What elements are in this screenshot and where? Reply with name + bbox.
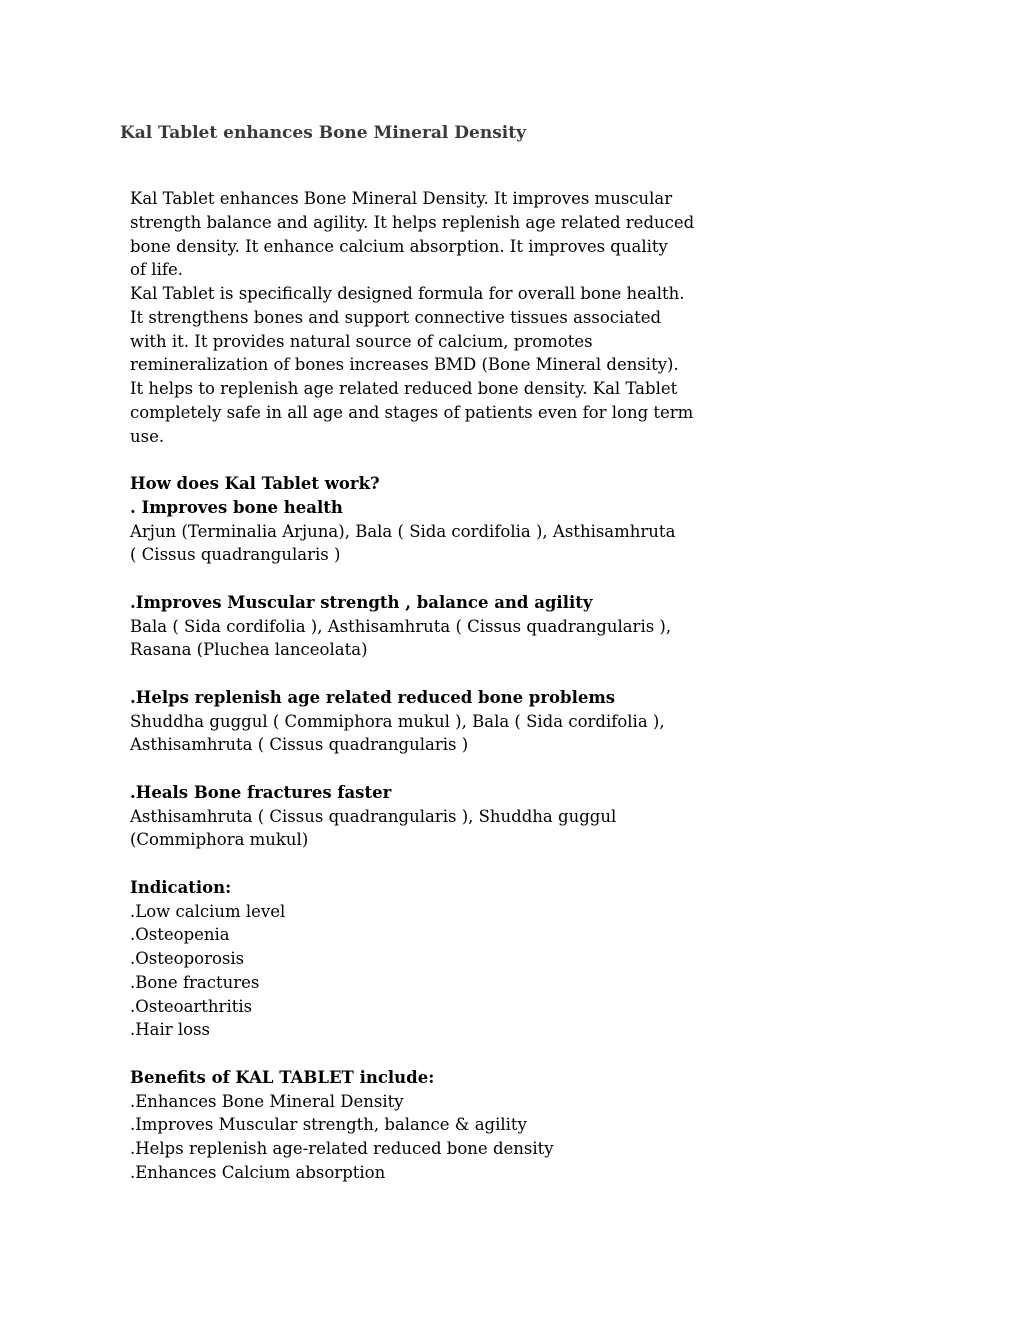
subsection-heading: .Improves Muscular strength , balance and agility [130, 592, 593, 612]
benefit-item: .Improves Muscular strength, balance & agility [130, 1115, 527, 1135]
intro-line: of life. [130, 260, 183, 280]
spacer [130, 852, 710, 876]
intro-line: use. [130, 426, 165, 446]
indication-section [130, 876, 710, 1042]
ingredient-line: Arjun (Terminalia Arjuna), Bala ( Sida cordifolia ), Asthisamhruta [130, 521, 676, 541]
ingredient-line: (Commiphora mukul) [130, 830, 309, 850]
benefit-item: .Enhances Bone Mineral Density [130, 1091, 404, 1111]
ingredient-line: ( Cissus quadrangularis ) [130, 545, 341, 565]
intro-line: with it. It provides natural source of calcium, promotes [130, 331, 593, 351]
benefits-section [130, 1066, 710, 1185]
intro-line: strength balance and agility. It helps replenish age related reduced [130, 212, 695, 232]
spacer [130, 662, 710, 686]
intro-line: bone density. It enhance calcium absorption. It improves quality [130, 236, 668, 256]
spacer [130, 757, 710, 781]
intro-line: completely safe in all age and stages of patients even for long term [130, 402, 694, 422]
intro-line: It strengthens bones and support connective tissues associated [130, 307, 662, 327]
how-it-works-heading: How does Kal Tablet work? [130, 474, 380, 493]
intro-line: Kal Tablet is specifically designed formula for overall bone health. [130, 284, 685, 303]
benefit-item: .Enhances Calcium absorption [130, 1162, 386, 1182]
document-title: Kal Tablet enhances Bone Mineral Density [120, 123, 526, 143]
ingredient-line: Asthisamhruta ( Cissus quadrangularis ), Shuddha guggul [130, 806, 617, 826]
subsection-heading: .Heals Bone fractures faster [130, 782, 392, 802]
ingredient-line: Asthisamhruta ( Cissus quadrangularis ) [130, 735, 469, 755]
intro-line: It helps to replenish age related reduced bone density. Kal Tablet [130, 379, 678, 398]
indication-item: .Bone fractures [130, 972, 260, 992]
indication-item: .Low calcium level [130, 901, 286, 921]
intro-line: Kal Tablet enhances Bone Mineral Density. It improves muscular [130, 189, 673, 208]
benefit-item: .Helps replenish age-related reduced bone density [130, 1139, 554, 1158]
ingredient-line: Rasana (Pluchea lanceolata) [130, 640, 368, 660]
how-it-works-section [130, 472, 710, 852]
ingredient-line: Shuddha guggul ( Commiphora mukul ), Bala ( Sida cordifolia ), [130, 711, 665, 731]
benefits-heading: Benefits of KAL TABLET include: [130, 1067, 435, 1087]
spacer [130, 567, 710, 591]
ingredient-line: Bala ( Sida cordifolia ), Asthisamhruta ( Cissus quadrangularis ), [130, 616, 672, 636]
spacer [130, 448, 710, 472]
intro-paragraph [130, 187, 710, 448]
indication-item: .Osteopenia [130, 925, 230, 945]
indication-item: .Osteoporosis [130, 949, 245, 968]
spacer [130, 1042, 710, 1066]
document-body [130, 187, 710, 1185]
subsection-heading: . Improves bone health [130, 497, 343, 517]
indication-item: .Osteoarthritis [130, 996, 253, 1016]
intro-line: remineralization of bones increases BMD (Bone Mineral density). [130, 355, 679, 375]
indication-heading: Indication: [130, 877, 232, 897]
indication-item: .Hair loss [130, 1020, 211, 1040]
subsection-heading: .Helps replenish age related reduced bone problems [130, 687, 616, 707]
